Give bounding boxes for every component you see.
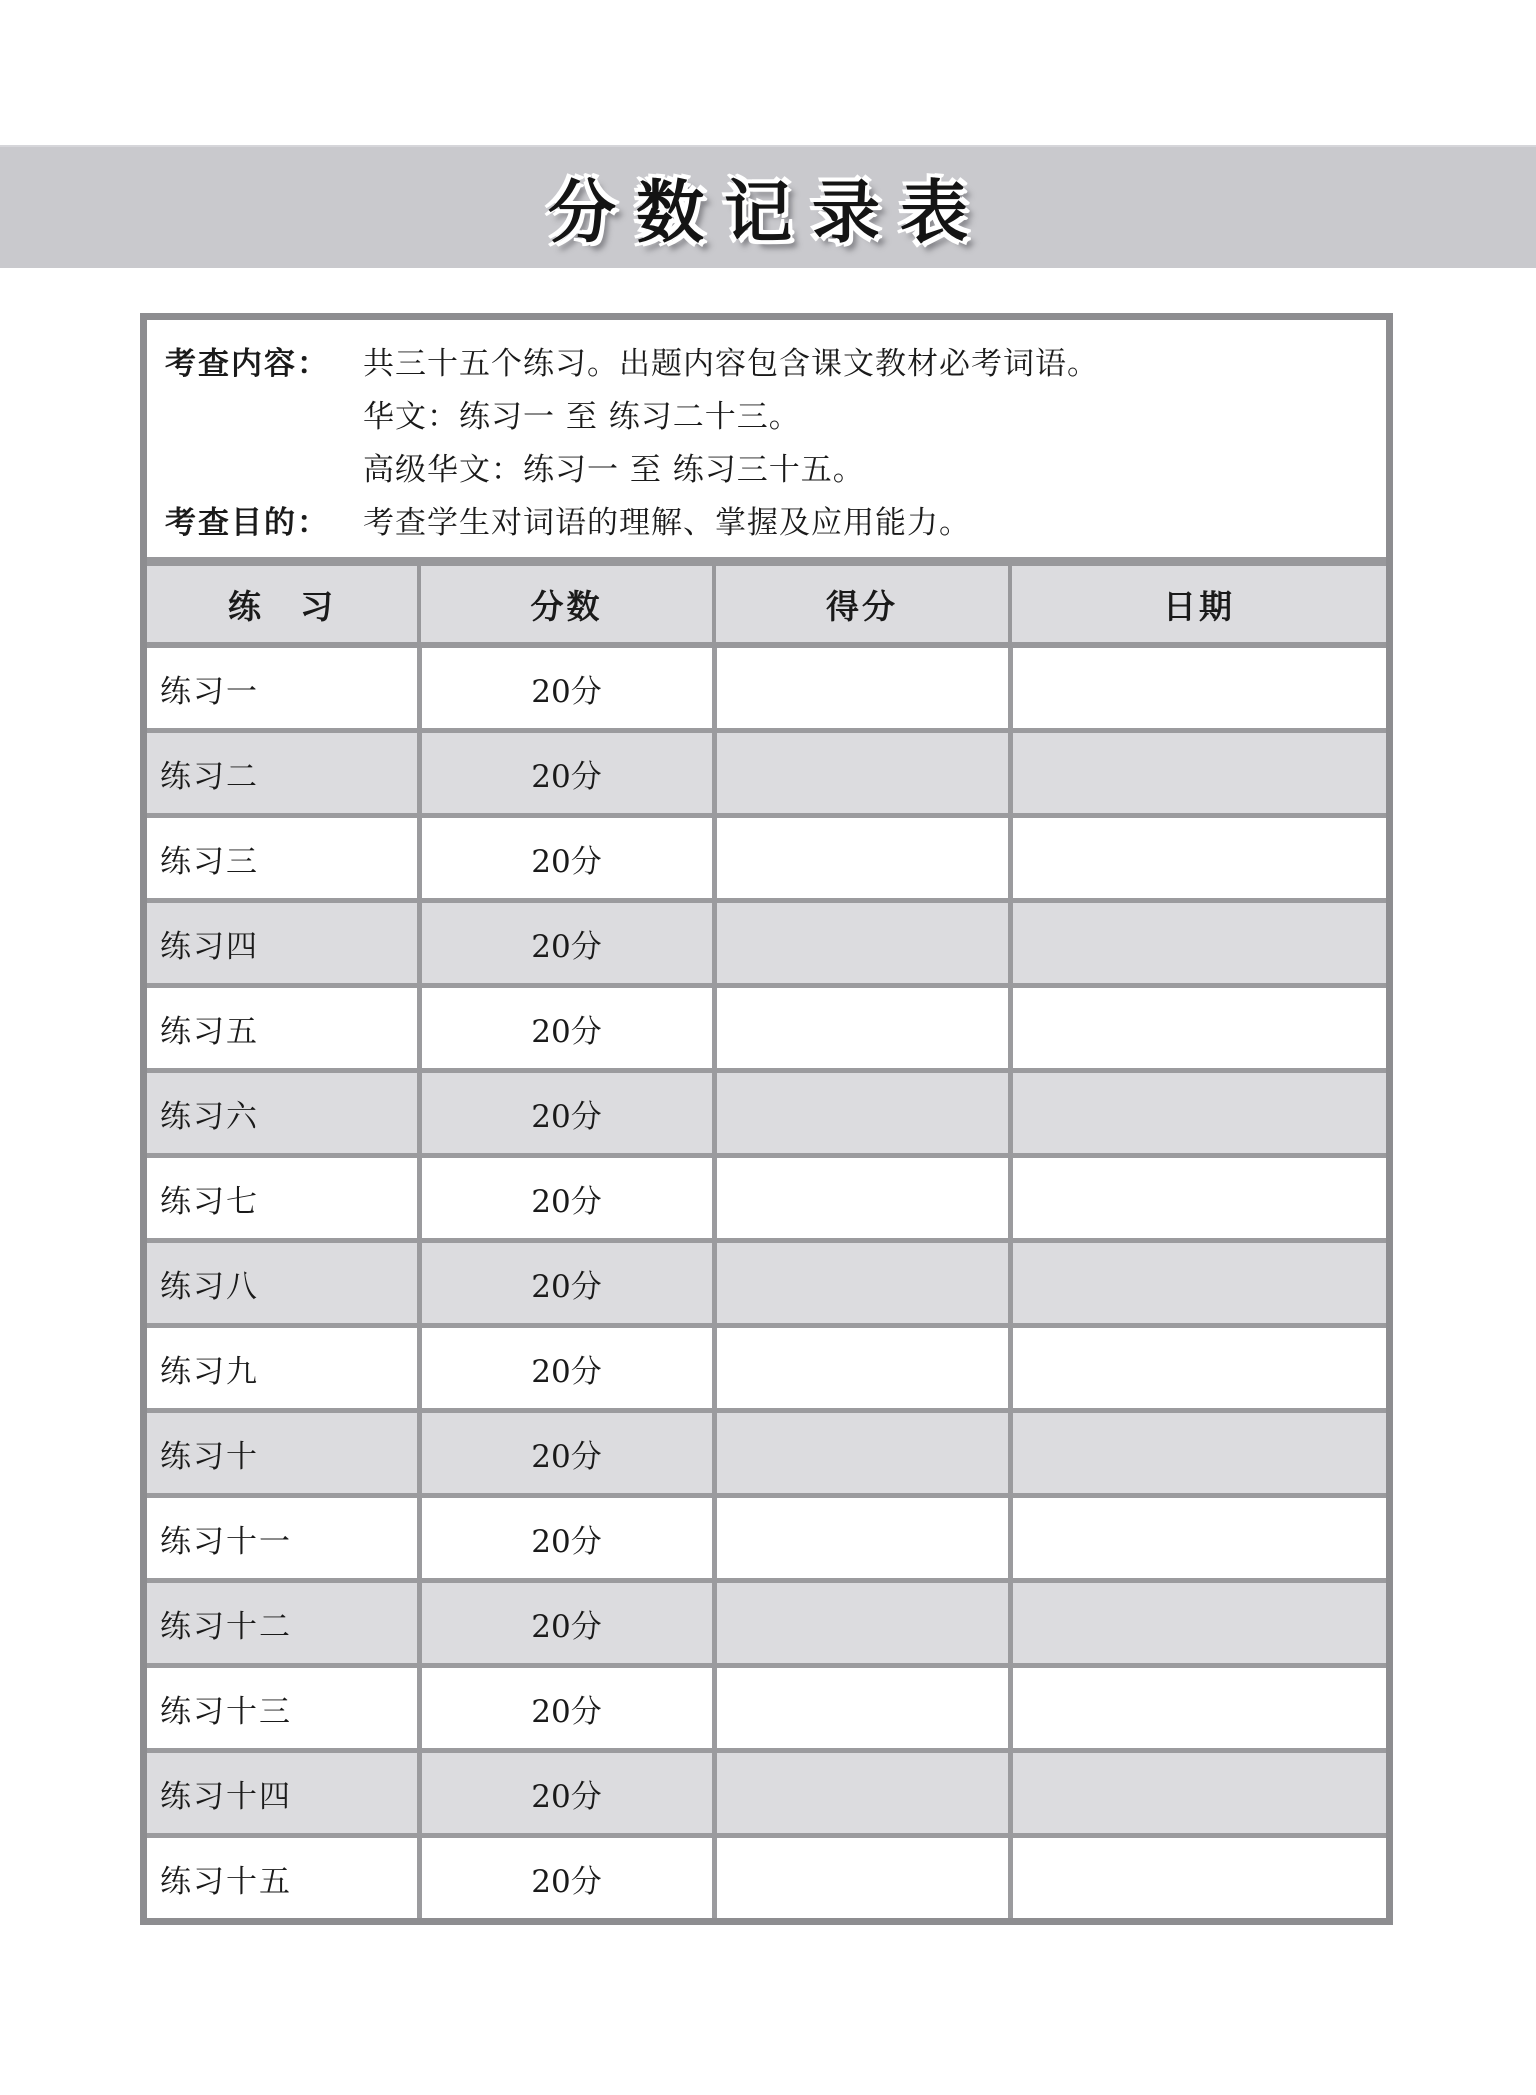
header-obtained: 得分 bbox=[714, 562, 1010, 646]
exercise-name-cell: 练习四 bbox=[147, 901, 419, 986]
table-row bbox=[147, 986, 1386, 1071]
score-cell: 20分 bbox=[419, 1071, 714, 1156]
date-cell bbox=[1010, 1666, 1386, 1751]
score-cell: 20分 bbox=[419, 1581, 714, 1666]
date-cell bbox=[1010, 731, 1386, 816]
exercise-name-cell: 练习八 bbox=[147, 1241, 419, 1326]
score-cell: 20分 bbox=[419, 1156, 714, 1241]
obtained-cell bbox=[714, 816, 1010, 901]
date-cell bbox=[1010, 1411, 1386, 1496]
table-row bbox=[147, 1326, 1386, 1411]
table-header-row bbox=[147, 562, 1386, 646]
table-row bbox=[147, 1071, 1386, 1156]
obtained-cell bbox=[714, 901, 1010, 986]
table-row bbox=[147, 1581, 1386, 1666]
obtained-cell bbox=[714, 1156, 1010, 1241]
date-cell bbox=[1010, 986, 1386, 1071]
exam-info-section bbox=[147, 320, 1386, 557]
obtained-cell bbox=[714, 1241, 1010, 1326]
obtained-cell bbox=[714, 731, 1010, 816]
exercise-name-cell: 练习十五 bbox=[147, 1836, 419, 1919]
date-cell bbox=[1010, 1581, 1386, 1666]
date-cell bbox=[1010, 816, 1386, 901]
score-cell: 20分 bbox=[419, 1326, 714, 1411]
exercise-name-cell: 练习二 bbox=[147, 731, 419, 816]
exercise-name-cell: 练习十四 bbox=[147, 1751, 419, 1836]
content-box bbox=[140, 313, 1393, 1925]
table-row bbox=[147, 901, 1386, 986]
header-score: 分数 bbox=[419, 562, 714, 646]
date-cell bbox=[1010, 1836, 1386, 1919]
score-cell: 20分 bbox=[419, 1496, 714, 1581]
date-cell bbox=[1010, 1326, 1386, 1411]
obtained-cell bbox=[714, 1071, 1010, 1156]
exercise-name-cell: 练习十 bbox=[147, 1411, 419, 1496]
exercise-name-cell: 练习十二 bbox=[147, 1581, 419, 1666]
obtained-cell bbox=[714, 645, 1010, 731]
title-banner bbox=[0, 145, 1536, 268]
table-row bbox=[147, 1751, 1386, 1836]
table-row bbox=[147, 731, 1386, 816]
obtained-cell bbox=[714, 1496, 1010, 1581]
page-title: 分数记录表 bbox=[547, 174, 988, 253]
date-cell bbox=[1010, 1156, 1386, 1241]
score-cell: 20分 bbox=[419, 901, 714, 986]
purpose-label: 考查目的： bbox=[165, 504, 330, 541]
table-row bbox=[147, 1666, 1386, 1751]
exercise-name-cell: 练习十三 bbox=[147, 1666, 419, 1751]
exercise-name-cell: 练习一 bbox=[147, 645, 419, 731]
obtained-cell bbox=[714, 1326, 1010, 1411]
table-row bbox=[147, 1241, 1386, 1326]
score-cell: 20分 bbox=[419, 816, 714, 901]
table-row bbox=[147, 1496, 1386, 1581]
exercise-name-cell: 练习六 bbox=[147, 1071, 419, 1156]
date-cell bbox=[1010, 1751, 1386, 1836]
date-cell bbox=[1010, 1071, 1386, 1156]
score-cell: 20分 bbox=[419, 1751, 714, 1836]
info-line-purpose bbox=[165, 503, 1366, 544]
obtained-cell bbox=[714, 986, 1010, 1071]
score-cell: 20分 bbox=[419, 986, 714, 1071]
exercise-name-cell: 练习十一 bbox=[147, 1496, 419, 1581]
obtained-cell bbox=[714, 1581, 1010, 1666]
table-row bbox=[147, 1156, 1386, 1241]
obtained-cell bbox=[714, 1751, 1010, 1836]
exercise-name-cell: 练习五 bbox=[147, 986, 419, 1071]
score-cell: 20分 bbox=[419, 1836, 714, 1919]
date-cell bbox=[1010, 1241, 1386, 1326]
higher-chinese-range-text: 高级华文：练习一 至 练习三十五。 bbox=[363, 451, 865, 488]
exercise-name-cell: 练习七 bbox=[147, 1156, 419, 1241]
info-line-chinese bbox=[165, 397, 1366, 438]
header-exercise: 练 习 bbox=[147, 562, 419, 646]
obtained-cell bbox=[714, 1666, 1010, 1751]
score-record-table bbox=[147, 557, 1386, 1918]
score-cell: 20分 bbox=[419, 731, 714, 816]
date-cell bbox=[1010, 901, 1386, 986]
score-cell: 20分 bbox=[419, 645, 714, 731]
date-cell bbox=[1010, 645, 1386, 731]
table-row bbox=[147, 645, 1386, 731]
table-row bbox=[147, 816, 1386, 901]
info-line-content bbox=[165, 344, 1366, 385]
score-cell: 20分 bbox=[419, 1666, 714, 1751]
exercise-name-cell: 练习三 bbox=[147, 816, 419, 901]
content-text: 共三十五个练习。出题内容包含课文教材必考词语。 bbox=[363, 346, 1099, 382]
date-cell bbox=[1010, 1496, 1386, 1581]
info-line-higher-chinese bbox=[165, 450, 1366, 491]
chinese-range-text: 华文：练习一 至 练习二十三。 bbox=[363, 398, 801, 435]
table-row bbox=[147, 1411, 1386, 1496]
obtained-cell bbox=[714, 1836, 1010, 1919]
content-label: 考查内容： bbox=[165, 346, 330, 382]
header-date: 日期 bbox=[1010, 562, 1386, 646]
score-cell: 20分 bbox=[419, 1411, 714, 1496]
exercise-name-cell: 练习九 bbox=[147, 1326, 419, 1411]
table-row bbox=[147, 1836, 1386, 1919]
purpose-text: 考查学生对词语的理解、掌握及应用能力。 bbox=[363, 504, 971, 541]
obtained-cell bbox=[714, 1411, 1010, 1496]
score-cell: 20分 bbox=[419, 1241, 714, 1326]
